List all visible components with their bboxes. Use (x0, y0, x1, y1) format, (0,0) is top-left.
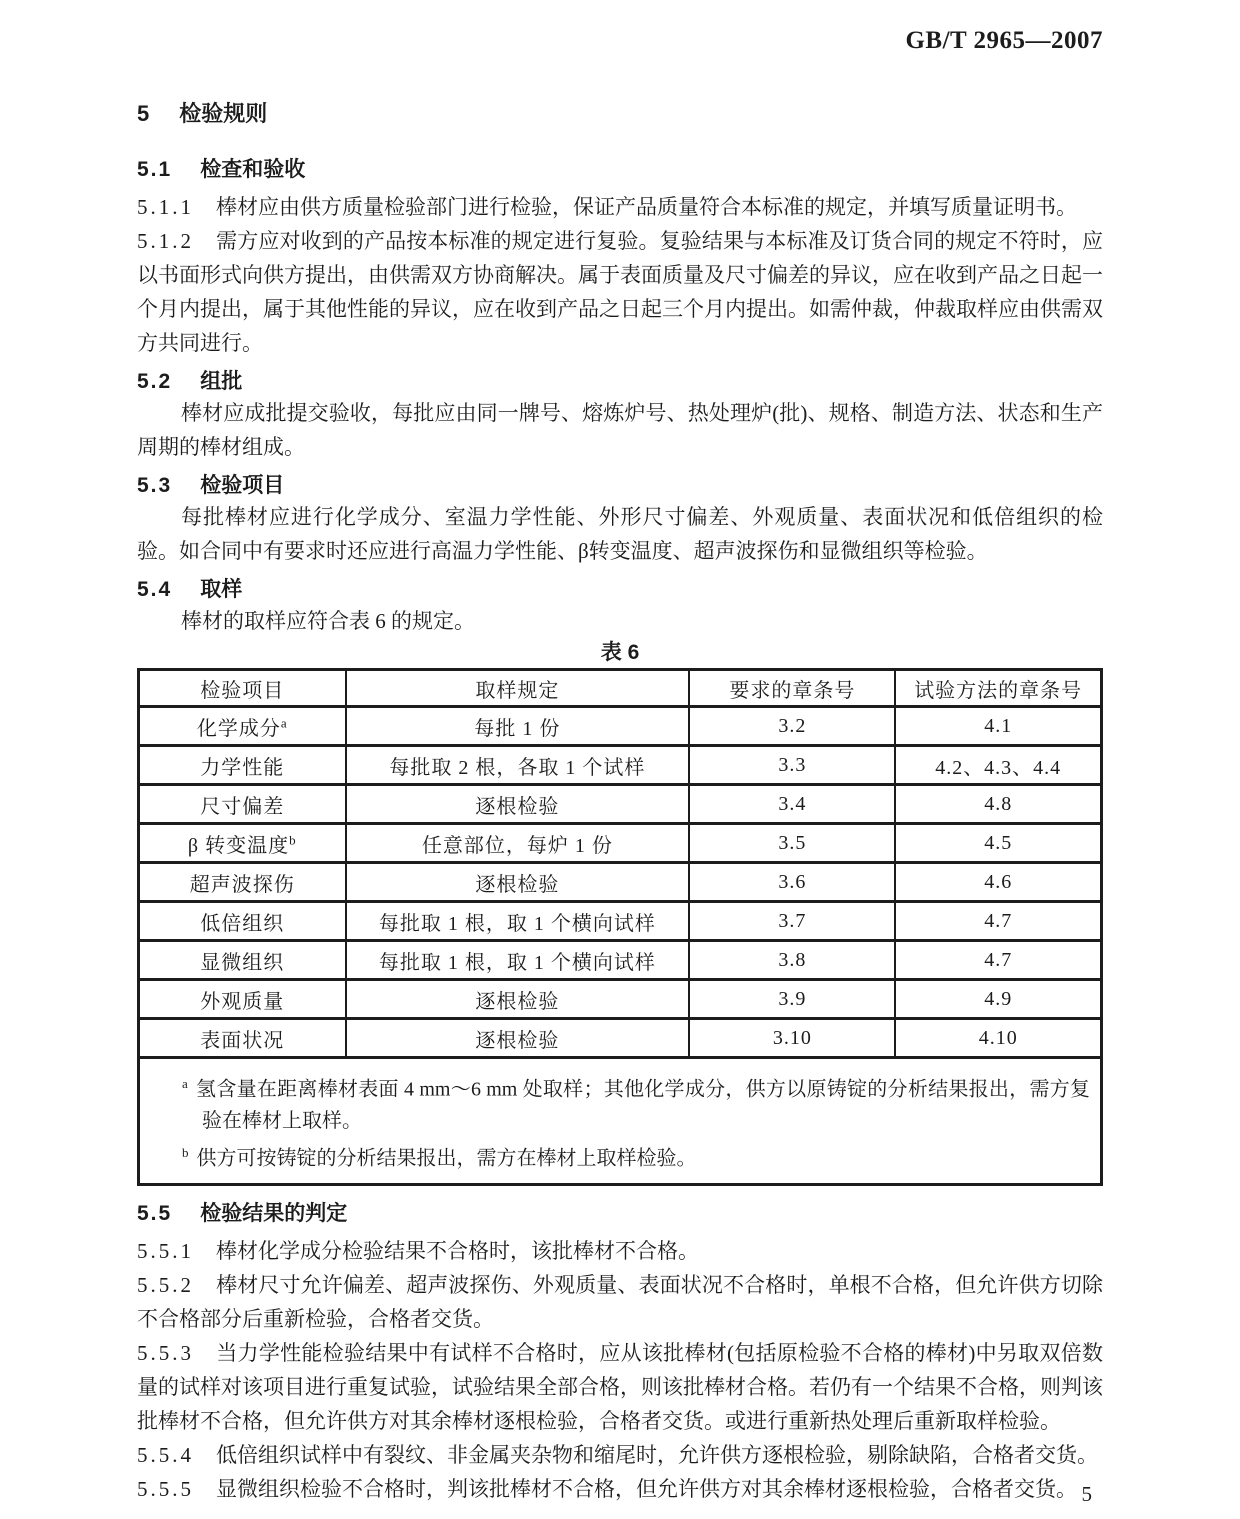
footnote-b (140, 1137, 1090, 1175)
clause-text: 棒材尺寸允许偏差、超声波探伤、外观质量、表面状况不合格时，单根不合格，但允许供方切除不合格部分后重新检验，合格者交货。 (137, 1273, 1103, 1332)
footnote-a (140, 1068, 1090, 1137)
cell-requirement: 3.2 (689, 707, 895, 746)
footnote-marker: b (182, 1144, 189, 1160)
table-caption: 表 6 (600, 641, 640, 664)
cell-item (139, 824, 346, 863)
cell-item (139, 863, 346, 902)
clause-number: 5.5.3 (137, 1341, 194, 1366)
cell-method: 4.10 (895, 1019, 1101, 1058)
cell-item-text: 表面状况 (200, 1029, 285, 1052)
heading-number: 5.2 (137, 370, 173, 393)
clause-5-5-2 (137, 1268, 1103, 1336)
cell-item (139, 707, 346, 746)
table-row (139, 863, 1102, 902)
header-requirement-clause: 要求的章条号 (689, 670, 895, 707)
clause-number: 5.5.4 (137, 1443, 194, 1468)
clause-number: 5.1.2 (137, 229, 194, 253)
heading-number: 5.1 (137, 158, 173, 181)
cell-item (139, 980, 346, 1019)
section-heading-5-5 (137, 1200, 1103, 1228)
cell-sampling: 每批取 1 根，取 1 个横向试样 (346, 902, 690, 941)
cell-method: 4.6 (895, 863, 1101, 902)
cell-item (139, 1019, 346, 1058)
clause-5-1-1 (137, 190, 1103, 224)
table-header-row (139, 670, 1102, 707)
clause-text: 需方应对收到的产品按本标准的规定进行复验。复验结果与本标准及订货合同的规定不符时，应以书面形式向供方提出，由供需双方协商解决。属于表面质量及尺寸偏差的异议，应在收到产品之日起一个月内提出，属于其他性能的异议，应在收到产品之日起三个月内提出。如需仲裁，仲裁取样应由供需双方共同进行。 (137, 229, 1103, 355)
table-row (139, 785, 1102, 824)
table-row (139, 746, 1102, 785)
clause-number: 5.1.1 (137, 195, 194, 219)
cell-requirement: 3.10 (689, 1019, 895, 1058)
page-number: 5 (1081, 1482, 1092, 1506)
cell-requirement: 3.8 (689, 941, 895, 980)
clause-5-5-4 (137, 1438, 1103, 1472)
clause-text: 棒材化学成分检验结果不合格时，该批棒材不合格。 (216, 1239, 699, 1264)
paragraph-5-3: 每批棒材应进行化学成分、室温力学性能、外形尺寸偏差、外观质量、表面状况和低倍组织的检验。如合同中有要求时还应进行高温力学性能、β转变温度、超声波探伤和显微组织等检验。 (137, 505, 1103, 563)
section-heading-5-1 (137, 156, 1103, 184)
cell-requirement: 3.7 (689, 902, 895, 941)
cell-method: 4.7 (895, 902, 1101, 941)
sampling-table (137, 668, 1103, 1059)
clause-5-5-1 (137, 1234, 1103, 1268)
footnote-text: 氢含量在距离棒材表面 4 mm～6 mm 处取样；其他化学成分，供方以原铸锭的分析结果报出，需方复验在棒材上取样。 (195, 1078, 1090, 1132)
cell-sampling: 逐根检验 (346, 785, 690, 824)
heading-number: 5.4 (137, 578, 173, 601)
table-row (139, 902, 1102, 941)
cell-sampling: 每批 1 份 (346, 707, 690, 746)
cell-method: 4.8 (895, 785, 1101, 824)
paragraph-5-2: 棒材应成批提交验收，每批应由同一牌号、熔炼炉号、热处理炉(批)、规格、制造方法、状态和生产周期的棒材组成。 (137, 401, 1103, 459)
cell-item (139, 785, 346, 824)
table-footnotes (137, 1059, 1103, 1186)
cell-method: 4.5 (895, 824, 1101, 863)
heading-title: 取样 (200, 578, 243, 601)
clause-5-1-2 (137, 224, 1103, 360)
header-test-method-clause: 试验方法的章条号 (895, 670, 1101, 707)
cell-item-text: 低倍组织 (200, 912, 285, 935)
cell-method: 4.7 (895, 941, 1101, 980)
cell-item-text: 超声波探伤 (189, 873, 295, 896)
clause-number: 5.5.1 (137, 1239, 194, 1264)
heading-number: 5 (137, 101, 152, 126)
heading-number: 5.3 (137, 474, 173, 497)
heading-title: 组批 (200, 370, 243, 393)
cell-item (139, 902, 346, 941)
heading-title: 检查和验收 (200, 158, 306, 181)
cell-sampling: 逐根检验 (346, 980, 690, 1019)
document-header (137, 26, 1103, 56)
clause-text: 显微组织检验不合格时，判该批棒材不合格，但允许供方对其余棒材逐根检验，合格者交货。 (216, 1477, 1077, 1502)
cell-sampling: 每批取 1 根，取 1 个横向试样 (346, 941, 690, 980)
clause-number: 5.5.2 (137, 1273, 194, 1298)
cell-sampling: 任意部位，每炉 1 份 (346, 824, 690, 863)
table-row (139, 980, 1102, 1019)
cell-item (139, 941, 346, 980)
clause-text: 低倍组织试样中有裂纹、非金属夹杂物和缩尾时，允许供方逐根检验，剔除缺陷，合格者交货。 (216, 1443, 1098, 1468)
heading-title: 检验项目 (200, 474, 285, 497)
cell-requirement: 3.3 (689, 746, 895, 785)
cell-item-sup: b (289, 831, 297, 847)
table-row (139, 707, 1102, 746)
section-heading-5-3 (137, 472, 1103, 500)
footnote-marker: a (182, 1076, 188, 1091)
cell-sampling: 每批取 2 根，各取 1 个试样 (346, 746, 690, 785)
cell-item-text: 力学性能 (200, 756, 285, 779)
heading-number: 5.5 (137, 1202, 173, 1226)
clause-number: 5.5.5 (137, 1477, 194, 1502)
table-row (139, 941, 1102, 980)
table-row (139, 824, 1102, 863)
standard-number: GB/T 2965—2007 (905, 27, 1103, 54)
heading-title: 检验规则 (179, 101, 268, 126)
section-heading-5 (137, 100, 1103, 128)
cell-sampling: 逐根检验 (346, 863, 690, 902)
cell-requirement: 3.4 (689, 785, 895, 824)
section-heading-5-2 (137, 368, 1103, 396)
cell-item-text: 显微组织 (200, 951, 285, 974)
cell-sampling: 逐根检验 (346, 1019, 690, 1058)
clause-5-5-3 (137, 1336, 1103, 1438)
footnote-text: 供方可按铸锭的分析结果报出，需方在棒材上取样检验。 (196, 1147, 697, 1170)
heading-title: 检验结果的判定 (200, 1202, 348, 1226)
cell-method: 4.9 (895, 980, 1101, 1019)
section-heading-5-4 (137, 576, 1103, 604)
cell-requirement: 3.9 (689, 980, 895, 1019)
cell-item-sup: a (280, 714, 288, 730)
clause-text: 棒材应由供方质量检验部门进行检验，保证产品质量符合本标准的规定，并填写质量证明书。 (216, 195, 1077, 219)
cell-item-text: 化学成分 (196, 717, 281, 740)
cell-item-text: 外观质量 (200, 990, 285, 1013)
cell-method: 4.2、4.3、4.4 (895, 746, 1101, 785)
header-inspection-item: 检验项目 (139, 670, 346, 707)
header-sampling-rule: 取样规定 (346, 670, 690, 707)
paragraph-5-4: 棒材的取样应符合表 6 的规定。 (181, 609, 475, 633)
clause-5-5-5 (137, 1472, 1103, 1506)
cell-method: 4.1 (895, 707, 1101, 746)
cell-item-text: β 转变温度 (187, 834, 290, 857)
cell-requirement: 3.5 (689, 824, 895, 863)
table-row (139, 1019, 1102, 1058)
cell-item-text: 尺寸偏差 (200, 795, 285, 818)
cell-item (139, 746, 346, 785)
clause-text: 当力学性能检验结果中有试样不合格时，应从该批棒材(包括原检验不合格的棒材)中另取双倍数量的试样对该项目进行重复试验，试验结果全部合格，则该批棒材合格。若仍有一个结果不合格，则判该批棒材不合格，但允许供方对其余棒材逐根检验，合格者交货。或进行重新热处理后重新取样检验。 (137, 1341, 1103, 1434)
cell-requirement: 3.6 (689, 863, 895, 902)
